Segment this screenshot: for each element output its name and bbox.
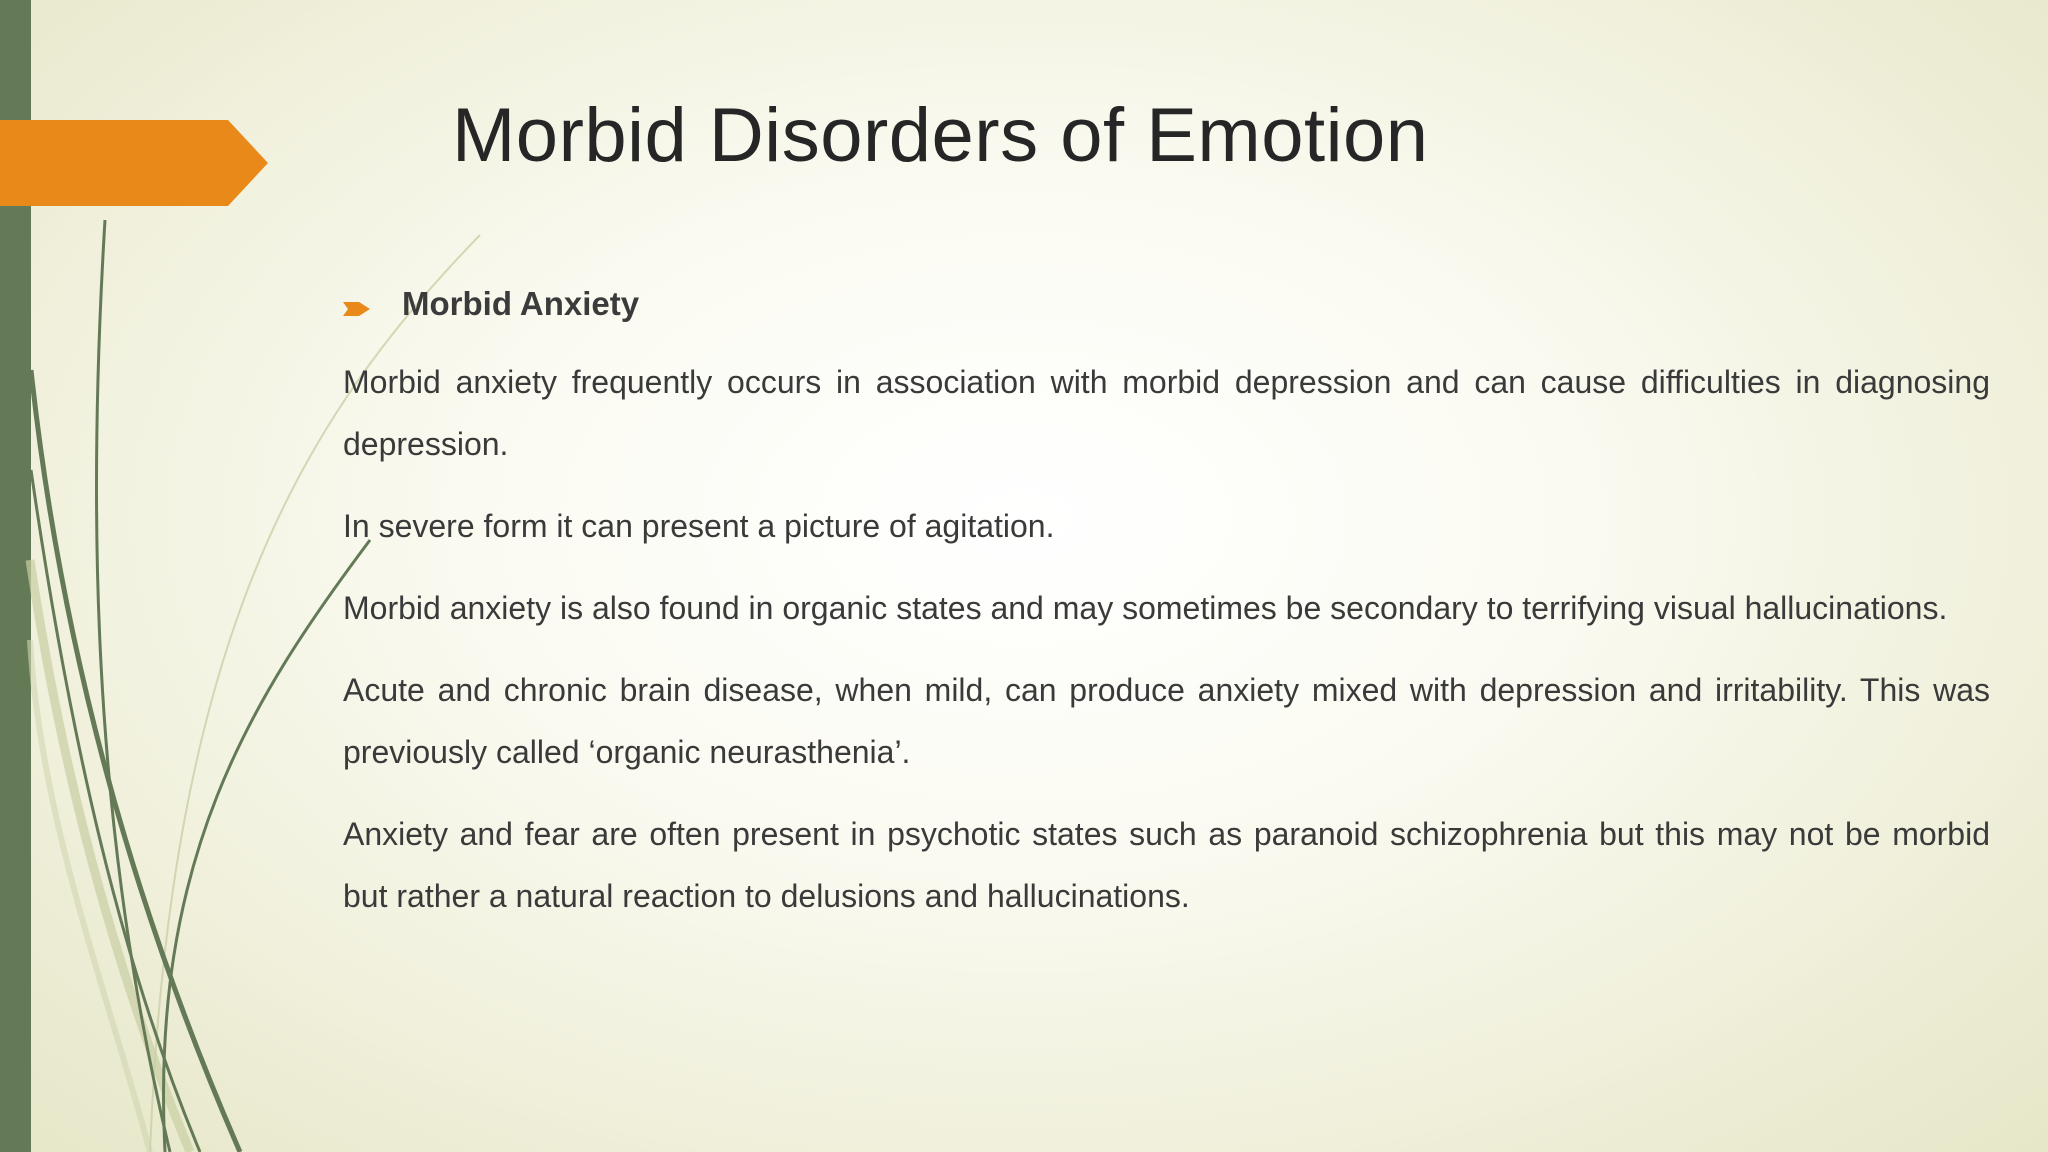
paragraph-4: Acute and chronic brain disease, when mild, can produce anxiety mixed with depression and irritability. This was previously called ‘organic neurasthenia’. — [343, 672, 1990, 770]
paragraph-3: Morbid anxiety is also found in organic states and may sometimes be secondary to terrifying visual hallucinations. — [343, 590, 1948, 626]
paragraph-1: Morbid anxiety frequently occurs in association with morbid depression and can cause difficulties in diagnosing depression. — [343, 364, 1990, 462]
paragraph-2: In severe form it can present a picture of agitation. — [343, 508, 1055, 544]
slide-body — [343, 283, 1990, 947]
arrow-bullet-icon — [343, 300, 371, 318]
paragraph-5: Anxiety and fear are often present in psychotic states such as paranoid schizophrenia but this may not be morbid but rather a natural reaction to delusions and hallucinations. — [343, 816, 1990, 914]
slide-title: Morbid Disorders of Emotion — [452, 93, 1429, 178]
bullet-item — [343, 283, 1990, 335]
orange-arrow-tab — [0, 120, 270, 206]
bullet-heading: Morbid Anxiety — [402, 285, 640, 322]
